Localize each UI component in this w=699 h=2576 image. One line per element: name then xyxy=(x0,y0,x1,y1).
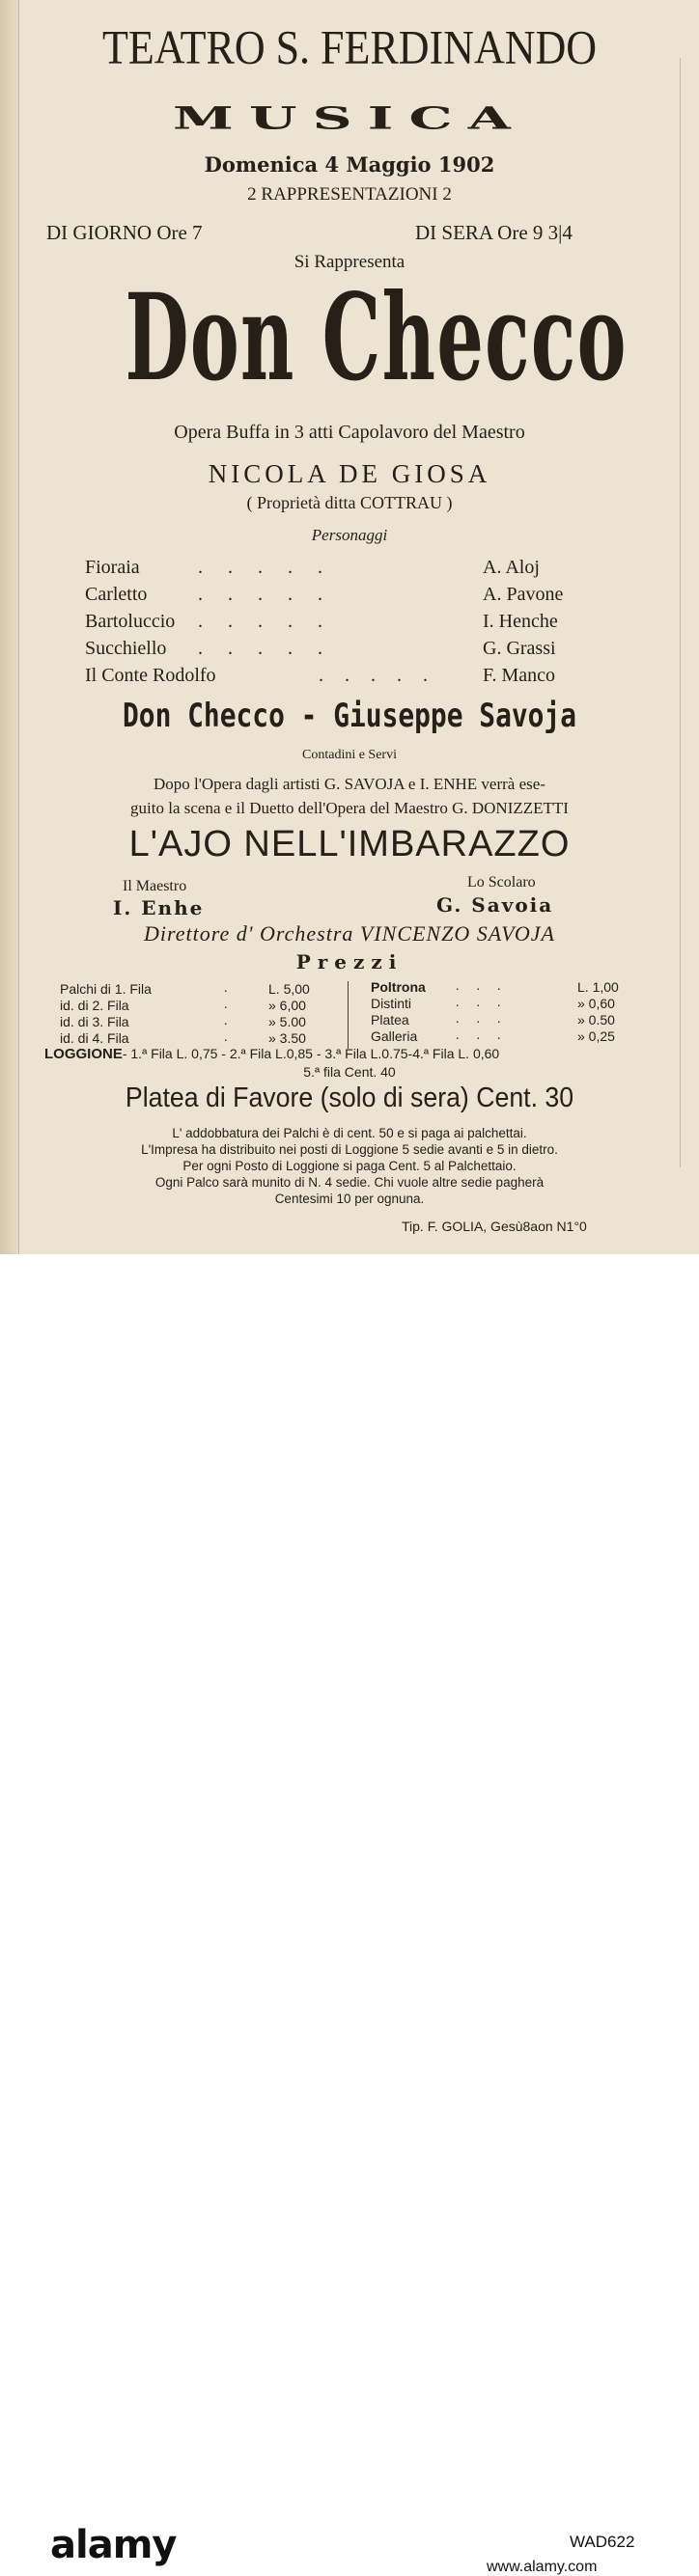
after-opera-note xyxy=(19,772,680,820)
image-id: WAD622 xyxy=(570,2533,635,2551)
price-value: » 3.50 xyxy=(268,1030,306,1046)
price-label: Galleria xyxy=(371,1028,418,1044)
printer-credit: Tip. F. GOLIA, Gesù8aon N1°0 xyxy=(402,1219,587,1234)
property-note: ( Proprietà ditta COTTRAU ) xyxy=(246,493,453,512)
leader-dots: ... xyxy=(456,996,518,1010)
leader-dots: ..... xyxy=(198,557,348,578)
leader-dot: . xyxy=(224,998,228,1012)
leader-dots: ... xyxy=(456,979,518,994)
personaggi-heading: Personaggi xyxy=(311,526,388,544)
leader-dots: ..... xyxy=(198,611,348,632)
stock-footer xyxy=(0,1254,699,2575)
leader-dots: ..... xyxy=(198,638,348,659)
left-page-edge xyxy=(0,0,19,1254)
cast-singer: I. Henche xyxy=(483,611,558,632)
leader-dots: ..... xyxy=(319,665,449,686)
price-label: id. di 3. Fila xyxy=(60,1014,129,1029)
price-value: » 5.00 xyxy=(268,1014,306,1029)
price-label: Poltrona xyxy=(371,979,426,995)
note-line: L'Impresa ha distribuito nei posti di Loggione 5 sedie avanti e 5 in dietro. xyxy=(141,1142,558,1157)
price-value: L. 1,00 xyxy=(577,979,619,995)
performance-count: 2 RAPPRESENTAZIONI 2 xyxy=(247,184,452,205)
price-label: Palchi di 1. Fila xyxy=(60,981,152,997)
cast-singer: A. Pavone xyxy=(483,584,564,605)
scolaro-heading: Lo Scolaro xyxy=(467,874,536,891)
prices-heading: Prezzi xyxy=(295,950,404,973)
cast-role: Succhiello xyxy=(85,638,167,659)
note-line: Ogni Palco sarà munito di N. 4 sedie. Chi vuole altre sedie pagherà xyxy=(154,1175,545,1190)
scolaro-singer: G. Savoia xyxy=(436,893,554,917)
right-fold-line xyxy=(680,58,681,1167)
leader-dots: ... xyxy=(456,1028,518,1043)
playbill-poster xyxy=(0,0,699,1254)
cast-role: Fioraia xyxy=(85,557,140,578)
price-label: id. di 4. Fila xyxy=(60,1030,129,1046)
loggione-text: - 1.ª Fila L. 0,75 - 2.ª Fila L.0,85 - 3.ª Fila L.0.75-4.ª Fila L. 0,60 xyxy=(122,1046,500,1061)
price-value: » 6,00 xyxy=(268,998,306,1013)
notes-block xyxy=(19,1125,680,1207)
cast-role: Il Conte Rodolfo xyxy=(85,665,216,686)
evening-showtime: DI SERA Ore 9 3|4 xyxy=(415,221,573,244)
loggione-prices xyxy=(44,1046,499,1062)
cast-singer: A. Aloj xyxy=(483,557,540,578)
second-work-title: L'AJO NELL'IMBARAZZO xyxy=(128,824,571,864)
site-url: www.alamy.com xyxy=(487,2559,598,2575)
opera-subtitle: Opera Buffa in 3 atti Capolavoro del Maestro xyxy=(174,422,525,443)
si-rappresenta: Si Rappresenta xyxy=(294,252,405,272)
cast-singer: G. Grassi xyxy=(483,638,556,659)
maestro-heading: Il Maestro xyxy=(123,878,187,894)
price-label: id. di 2. Fila xyxy=(60,998,129,1013)
price-label: Distinti xyxy=(371,996,412,1011)
price-divider xyxy=(348,981,349,1049)
day-showtime: DI GIORNO Ore 7 xyxy=(46,221,203,244)
platea-favore: Platea di Favore (solo di sera) Cent. 30 xyxy=(125,1082,574,1113)
leader-dots: ..... xyxy=(198,584,348,605)
alamy-logo: alamy xyxy=(50,2523,177,2567)
note-line: Per ogni Posto di Loggione si paga Cent. 5 al Palchettaio. xyxy=(182,1159,517,1173)
cast-role: Bartoluccio xyxy=(85,611,176,632)
theatre-name: TEATRO S. FERDINANDO xyxy=(101,21,598,74)
composer-name: NICOLA DE GIOSA xyxy=(208,459,491,488)
leader-dots: ... xyxy=(456,1012,518,1027)
cast-singer: F. Manco xyxy=(483,665,556,686)
price-value: L. 5,00 xyxy=(268,981,310,997)
note-line: L' addobbatura dei Palchi è di cent. 50 e si paga ai palchettai. xyxy=(172,1126,527,1140)
leader-dot: . xyxy=(224,1030,228,1045)
price-value: » 0.50 xyxy=(577,1012,615,1028)
maestro-singer: I. Enhe xyxy=(113,896,205,919)
contadini-note: Contadini e Servi xyxy=(302,748,397,762)
cast-role: Carletto xyxy=(85,584,148,605)
price-label: Platea xyxy=(371,1012,409,1028)
price-value: » 0,60 xyxy=(577,996,615,1011)
performance-date: Domenica 4 Maggio 1902 xyxy=(204,152,495,177)
leader-dot: . xyxy=(224,1014,228,1028)
note-line: Centesimi 10 per ognuna. xyxy=(274,1192,425,1206)
after-opera-line: guito la scena e il Duetto dell'Opera del Maestro G. DONIZZETTI xyxy=(130,799,569,817)
after-opera-line: Dopo l'Opera dagli artisti G. SAVOJA e I. ENHE verrà ese- xyxy=(154,775,545,793)
loggione-label: LOGGIONE xyxy=(44,1046,123,1062)
lead-role-line: Don Checco - Giuseppe Savoja xyxy=(123,697,576,735)
conductor-line: Direttore d' Orchestra VINCENZO SAVOJA xyxy=(144,921,555,945)
opera-title: Don Checco xyxy=(125,268,628,408)
leader-dot: . xyxy=(224,981,228,996)
genre-heading: MUSICA xyxy=(172,100,527,136)
price-value: » 0,25 xyxy=(577,1028,615,1044)
loggione-fifth-row: 5.ª fila Cent. 40 xyxy=(303,1064,396,1080)
